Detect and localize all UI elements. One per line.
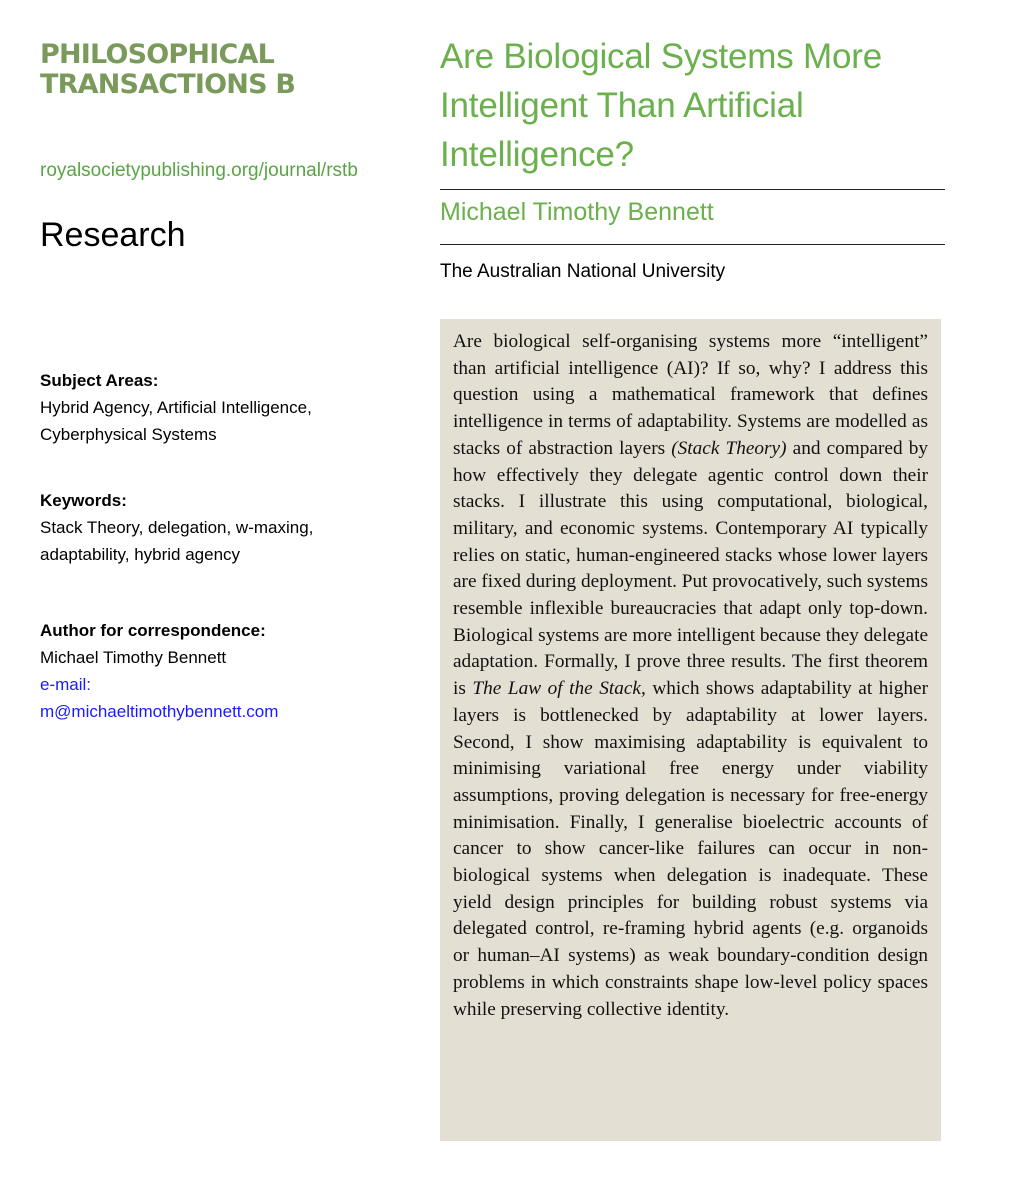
title-block (440, 32, 945, 179)
section-label: Research (40, 216, 186, 254)
correspondence-heading: Author for correspondence: (40, 621, 266, 640)
subject-areas-heading: Subject Areas: (40, 371, 159, 390)
keywords (40, 487, 400, 568)
abstract-emphasis-stack-theory: (Stack Theory) (671, 437, 787, 459)
journal-name-line1: PHILOSOPHICAL (40, 39, 274, 70)
affiliation: The Australian National University (440, 261, 726, 282)
correspondence-name: Michael Timothy Bennett (40, 648, 227, 667)
subject-areas (40, 367, 400, 448)
title-divider-top (440, 189, 945, 190)
abstract-emphasis-law-of-stack: The Law of the Stack (472, 678, 641, 700)
subject-areas-line2: Cyberphysical Systems (40, 425, 217, 444)
email-link[interactable]: m@michaeltimothybennett.com (40, 702, 279, 721)
journal-site-link[interactable]: royalsocietypublishing.org/journal/rstb (40, 160, 358, 181)
abstract-text-2: and compared by how effectively they delegate agentic control down their stacks. I illustrate this using computational, biological, military, and economic systems. Contemporary AI typically relies on static, human-engineered stacks whose lower layers are fixed during deployment. Put provocatively, such systems resemble inflexible bureaucracies that adapt only top-down. Biological systems are more intelligent because they delegate adaptation. Formally, I prove three results. The first theorem is (453, 437, 928, 700)
keywords-line1: Stack Theory, delegation, w-maxing, (40, 518, 314, 537)
correspondence (40, 617, 400, 725)
keywords-heading: Keywords: (40, 491, 127, 510)
journal-logo (40, 40, 400, 100)
abstract-text-1: Are biological self-organising systems more “intelligent” than artificial intelligence (AI)? If so, why? I address this question using a mathematical framework that defines intelligence in terms of adaptability. Systems are modelled as stacks of abstraction layers (453, 331, 928, 459)
journal-name-line2: TRANSACTIONS B (40, 69, 296, 100)
paper-author: Michael Timothy Bennett (440, 198, 714, 226)
keywords-line2: adaptability, hybrid agency (40, 545, 241, 564)
paper-title: Are Biological Systems More Intelligent Than Artificial Intelligence? (440, 37, 882, 174)
abstract-box (440, 319, 941, 1141)
abstract-text-3: , which shows adaptability at higher layers is bottlenecked by adaptability at lower layers. Second, I show maximising adaptability is equivalent to minimising variational free energy under viability assumptions, proving delegation is necessary for free-energy minimisation. Finally, I generalise bioelectric accounts of cancer to show cancer-like failures can occur in non-biological systems when delegation is inadequate. These yield design principles for building robust systems via delegated control, re-framing hybrid agents (e.g. organoids or human–AI systems) as weak boundary-condition design problems in which constraints shape low-level policy spaces while preserving collective identity. (453, 678, 929, 1020)
title-divider-bottom (440, 244, 945, 245)
subject-areas-line1: Hybrid Agency, Artificial Intelligence, (40, 398, 312, 417)
email-label: e-mail: (40, 675, 92, 694)
